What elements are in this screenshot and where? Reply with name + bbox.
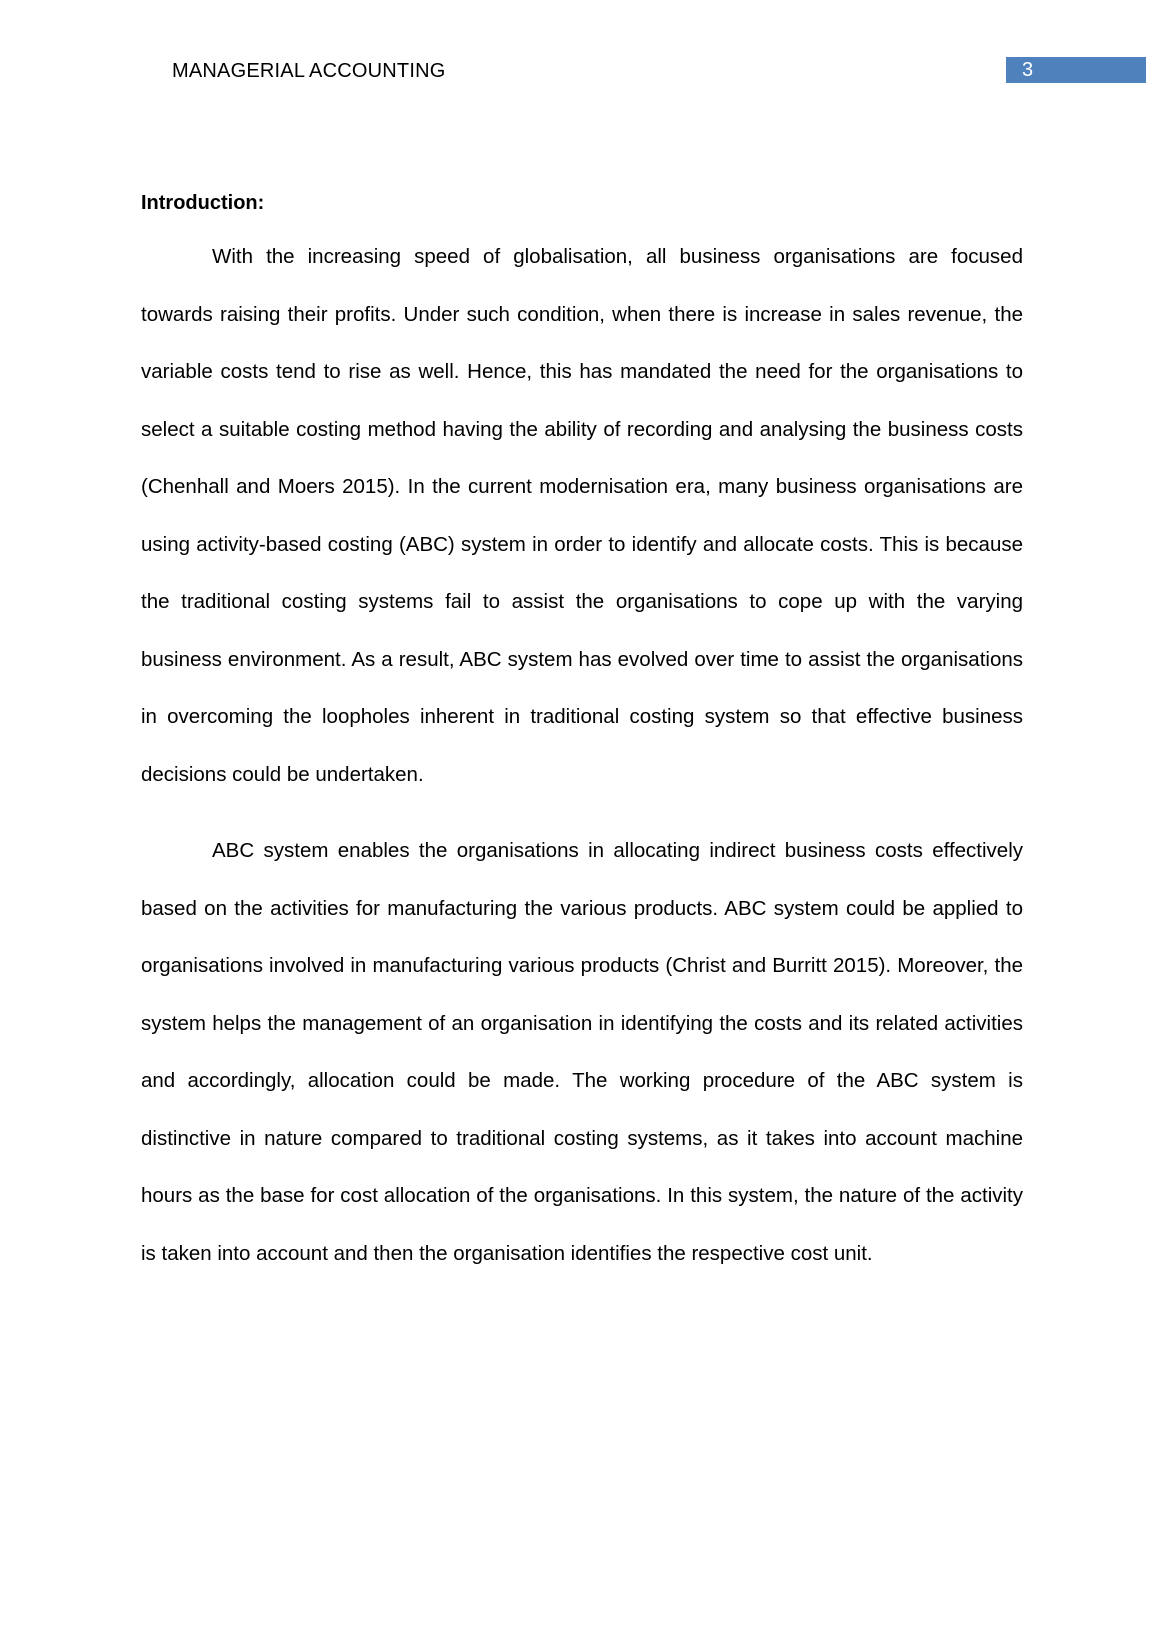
page-number: 3 — [1022, 59, 1034, 81]
body-paragraph-1: With the increasing speed of globalisation, all business organisations are focused towards raising their profits. Under such condition, when there is increase in sales revenue, the variable costs tend to rise as well. Hence, this has mandated the need for the organisations to select a suitable costing method having the ability of recording and analysing the business costs (Chenhall and Moers 2015). In the current modernisation era, many business organisations are using activity-based costing (ABC) system in order to identify and allocate costs. This is because the traditional costing systems fail to assist the organisations to cope up with the varying business environment. As a result, ABC system has evolved over time to assist the organisations in overcoming the loopholes inherent in traditional costing system so that effective business decisions could be undertaken. — [141, 245, 1023, 786]
running-head: MANAGERIAL ACCOUNTING — [172, 60, 446, 82]
body-content — [141, 188, 1023, 1282]
page-number-box — [1006, 57, 1146, 83]
body-paragraph-2: ABC system enables the organisations in allocating indirect business costs effectively based on the activities for manufacturing the various products. ABC system could be applied to organisations involved in manufacturing various products (Christ and Burritt 2015). Moreover, the system helps the management of an organisation in identifying the costs and its related activities and accordingly, allocation could be made. The working procedure of the ABC system is distinctive in nature compared to traditional costing systems, as it takes into account machine hours as the base for cost allocation of the organisations. In this system, the nature of the activity is taken into account and then the organisation identifies the respective cost unit. — [141, 839, 1023, 1265]
section-heading: Introduction: — [141, 192, 265, 214]
